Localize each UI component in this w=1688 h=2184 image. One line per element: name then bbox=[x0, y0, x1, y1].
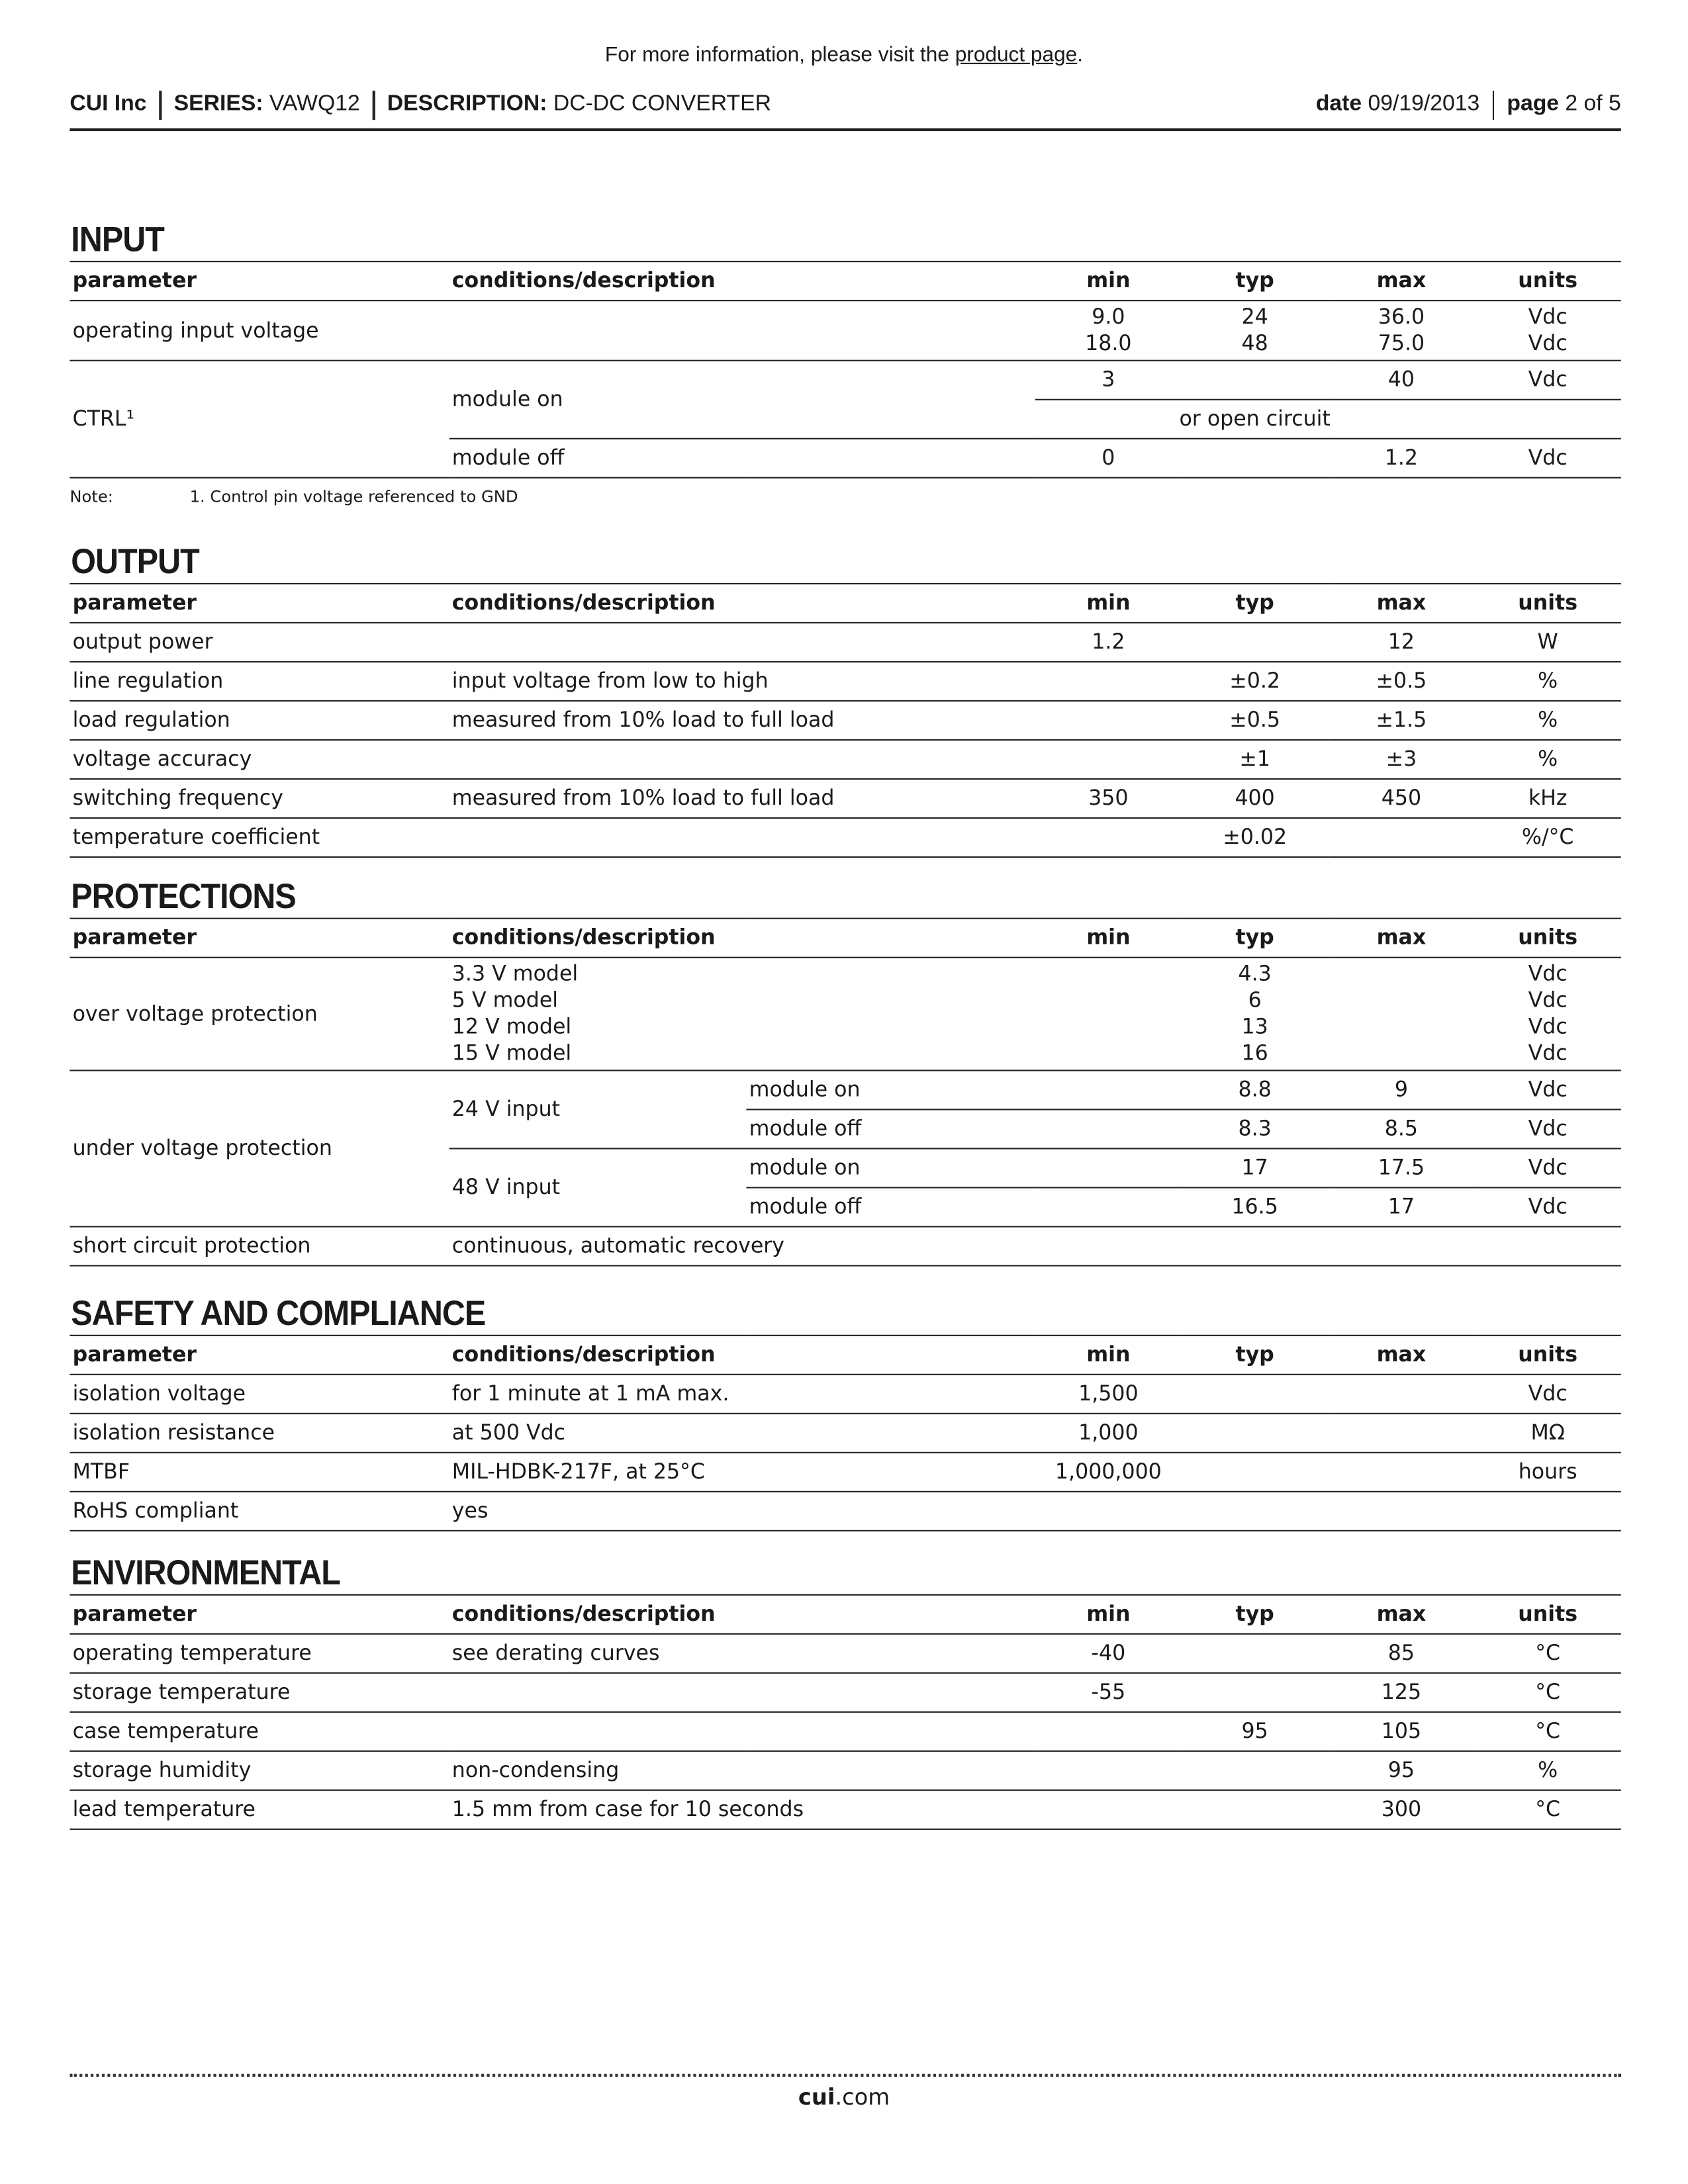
table-row bbox=[70, 818, 1620, 857]
table-cell bbox=[1182, 361, 1328, 400]
table-cell: °C bbox=[1475, 1712, 1621, 1751]
table-cell: for 1 minute at 1 mA max. bbox=[449, 1375, 1035, 1414]
table-cell: 3 bbox=[1035, 361, 1182, 400]
top-info-note bbox=[0, 43, 1688, 67]
info-text-end: . bbox=[1077, 43, 1084, 68]
table-cell: operating temperature bbox=[70, 1634, 449, 1673]
table-cell: continuous, automatic recovery bbox=[449, 1226, 1621, 1265]
table-cell: 8.3 bbox=[1182, 1109, 1328, 1148]
table-header-row bbox=[70, 584, 1620, 623]
table-cell bbox=[449, 623, 1035, 662]
footer bbox=[0, 2083, 1688, 2110]
table-cell bbox=[1035, 1148, 1182, 1187]
table-cell: at 500 Vdc bbox=[449, 1414, 1035, 1453]
description-label: DESCRIPTION: bbox=[387, 92, 547, 116]
table-cell: switching frequency bbox=[70, 779, 449, 818]
table-cell bbox=[449, 818, 1035, 857]
table-cell: ±0.5 bbox=[1328, 662, 1474, 701]
column-header-units: units bbox=[1475, 584, 1621, 623]
table-cell: Vdc bbox=[1475, 1070, 1621, 1109]
table-cell: 300 bbox=[1328, 1790, 1474, 1829]
table-row bbox=[70, 779, 1620, 818]
table-cell bbox=[449, 300, 1035, 361]
table-cell: Vdc bbox=[1475, 1109, 1621, 1148]
table-cell: 24 48 bbox=[1182, 300, 1328, 361]
table-cell: 1.5 mm from case for 10 seconds bbox=[449, 1790, 1035, 1829]
table-cell bbox=[1035, 701, 1182, 740]
divider bbox=[1492, 90, 1494, 119]
note-text: 1. Control pin voltage referenced to GND bbox=[189, 486, 518, 506]
table-cell: 3.3 V model 5 V model 12 V model 15 V model bbox=[449, 958, 1035, 1071]
table-cell: ±0.02 bbox=[1182, 818, 1328, 857]
column-header-min: min bbox=[1035, 584, 1182, 623]
page-number: 2 of 5 bbox=[1565, 92, 1621, 116]
table-cell: isolation voltage bbox=[70, 1375, 449, 1414]
table-row bbox=[70, 740, 1620, 779]
table-row bbox=[70, 1492, 1620, 1531]
table-cell bbox=[1035, 958, 1182, 1071]
table-row bbox=[70, 1712, 1620, 1751]
table-row bbox=[70, 958, 1620, 1071]
date-value: 09/19/2013 bbox=[1368, 92, 1480, 116]
series-label: SERIES: bbox=[173, 92, 263, 116]
column-header-min: min bbox=[1035, 261, 1182, 300]
table-cell: 9.0 18.0 bbox=[1035, 300, 1182, 361]
table-cell bbox=[1035, 818, 1182, 857]
table-row bbox=[70, 1453, 1620, 1492]
table-cell: MΩ bbox=[1475, 1414, 1621, 1453]
table-cell bbox=[1182, 1634, 1328, 1673]
table-cell bbox=[1328, 1414, 1474, 1453]
table-cell: short circuit protection bbox=[70, 1226, 449, 1265]
table-cell: 400 bbox=[1182, 779, 1328, 818]
table-cell: CTRL¹ bbox=[70, 361, 449, 478]
table-cell: module off bbox=[746, 1109, 1035, 1148]
table-cell: yes bbox=[449, 1492, 1621, 1531]
table-cell bbox=[1035, 1790, 1182, 1829]
table-cell: load regulation bbox=[70, 701, 449, 740]
column-header-conditions: conditions/description bbox=[449, 1336, 1035, 1375]
table-cell: case temperature bbox=[70, 1712, 449, 1751]
table-cell: input voltage from low to high bbox=[449, 662, 1035, 701]
table-cell: 1,000,000 bbox=[1035, 1453, 1182, 1492]
table-cell bbox=[449, 740, 1035, 779]
table-cell: 1,000 bbox=[1035, 1414, 1182, 1453]
table-cell: ±0.2 bbox=[1182, 662, 1328, 701]
table-cell: ±0.5 bbox=[1182, 701, 1328, 740]
section-title: INPUT bbox=[71, 220, 164, 259]
table-cell: Vdc bbox=[1475, 1148, 1621, 1187]
column-header-parameter: parameter bbox=[70, 1336, 449, 1375]
table-cell: measured from 10% load to full load bbox=[449, 779, 1035, 818]
table-cell: 8.5 bbox=[1328, 1109, 1474, 1148]
table-cell: 12 bbox=[1328, 623, 1474, 662]
table-cell bbox=[1035, 1109, 1182, 1148]
table-cell bbox=[1182, 1673, 1328, 1712]
table-cell: % bbox=[1475, 701, 1621, 740]
column-header-conditions: conditions/description bbox=[449, 261, 1035, 300]
table-cell bbox=[1182, 439, 1328, 478]
table-row bbox=[70, 1790, 1620, 1829]
page-label: page bbox=[1507, 92, 1560, 116]
table-cell bbox=[1182, 623, 1328, 662]
column-header-max: max bbox=[1328, 584, 1474, 623]
table-cell: line regulation bbox=[70, 662, 449, 701]
table-cell: 9 bbox=[1328, 1070, 1474, 1109]
column-header-units: units bbox=[1475, 261, 1621, 300]
table-cell: see derating curves bbox=[449, 1634, 1035, 1673]
table-cell: under voltage protection bbox=[70, 1070, 449, 1226]
table-cell: 95 bbox=[1182, 1712, 1328, 1751]
table-cell: module on bbox=[449, 361, 1035, 439]
column-header-min: min bbox=[1035, 1595, 1182, 1634]
note-label: Note: bbox=[70, 486, 113, 506]
table-cell: isolation resistance bbox=[70, 1414, 449, 1453]
table-cell: %/°C bbox=[1475, 818, 1621, 857]
table-cell bbox=[1328, 1453, 1474, 1492]
table-cell: MTBF bbox=[70, 1453, 449, 1492]
table-cell: °C bbox=[1475, 1673, 1621, 1712]
column-header-parameter: parameter bbox=[70, 1595, 449, 1634]
table-cell: module on bbox=[746, 1148, 1035, 1187]
table-cell: measured from 10% load to full load bbox=[449, 701, 1035, 740]
table-cell bbox=[1328, 818, 1474, 857]
table-cell: 40 bbox=[1328, 361, 1474, 400]
table-row bbox=[70, 623, 1620, 662]
section-title: SAFETY AND COMPLIANCE bbox=[71, 1294, 486, 1334]
section-title: ENVIRONMENTAL bbox=[71, 1553, 340, 1593]
table-cell: ±3 bbox=[1328, 740, 1474, 779]
column-header-typ: typ bbox=[1182, 1336, 1328, 1375]
date-label: date bbox=[1315, 92, 1362, 116]
table-cell bbox=[1475, 400, 1621, 439]
table-cell: % bbox=[1475, 740, 1621, 779]
table-cell bbox=[1035, 1751, 1182, 1790]
table-cell: kHz bbox=[1475, 779, 1621, 818]
table-cell: 350 bbox=[1035, 779, 1182, 818]
table-cell: lead temperature bbox=[70, 1790, 449, 1829]
footer-rule bbox=[70, 2074, 1620, 2077]
table-cell: 105 bbox=[1328, 1712, 1474, 1751]
section-input bbox=[70, 219, 1620, 506]
table-cell bbox=[1035, 1187, 1182, 1226]
table-cell: % bbox=[1475, 662, 1621, 701]
spec-table bbox=[70, 1335, 1620, 1531]
section-safety-and-compliance bbox=[70, 1293, 1620, 1531]
column-header-units: units bbox=[1475, 919, 1621, 958]
column-header-conditions: conditions/description bbox=[449, 584, 1035, 623]
table-cell: 1.2 bbox=[1035, 623, 1182, 662]
table-cell bbox=[1035, 662, 1182, 701]
column-header-min: min bbox=[1035, 1336, 1182, 1375]
table-cell: °C bbox=[1475, 1634, 1621, 1673]
column-header-parameter: parameter bbox=[70, 919, 449, 958]
table-cell: Vdc Vdc Vdc Vdc bbox=[1475, 958, 1621, 1071]
table-cell: over voltage protection bbox=[70, 958, 449, 1071]
table-cell: Vdc bbox=[1475, 1187, 1621, 1226]
table-row bbox=[70, 662, 1620, 701]
divider bbox=[373, 90, 375, 119]
info-text: For more information, please visit the bbox=[604, 43, 955, 68]
table-cell: 17.5 bbox=[1328, 1148, 1474, 1187]
table-cell: 8.8 bbox=[1182, 1070, 1328, 1109]
table-cell: °C bbox=[1475, 1790, 1621, 1829]
table-cell: Vdc bbox=[1475, 361, 1621, 400]
table-cell: voltage accuracy bbox=[70, 740, 449, 779]
table-cell: output power bbox=[70, 623, 449, 662]
table-cell: 95 bbox=[1328, 1751, 1474, 1790]
table-cell: 0 bbox=[1035, 439, 1182, 478]
table-cell: MIL-HDBK-217F, at 25°C bbox=[449, 1453, 1035, 1492]
table-cell: 1,500 bbox=[1035, 1375, 1182, 1414]
table-cell: storage humidity bbox=[70, 1751, 449, 1790]
divider bbox=[160, 90, 162, 119]
column-header-typ: typ bbox=[1182, 584, 1328, 623]
table-cell bbox=[1035, 740, 1182, 779]
table-cell: temperature coefficient bbox=[70, 818, 449, 857]
table-cell: 16.5 bbox=[1182, 1187, 1328, 1226]
table-header-row bbox=[70, 919, 1620, 958]
column-header-conditions: conditions/description bbox=[449, 919, 1035, 958]
table-row bbox=[70, 1414, 1620, 1453]
column-header-units: units bbox=[1475, 1595, 1621, 1634]
table-header-row bbox=[70, 1336, 1620, 1375]
spec-table bbox=[70, 918, 1620, 1267]
table-header-row bbox=[70, 261, 1620, 300]
table-header-row bbox=[70, 1595, 1620, 1634]
table-cell: 24 V input bbox=[449, 1070, 747, 1148]
table-row bbox=[70, 1226, 1620, 1265]
table-cell bbox=[1182, 1414, 1328, 1453]
table-cell: or open circuit bbox=[1035, 400, 1475, 439]
table-cell: 85 bbox=[1328, 1634, 1474, 1673]
section-output bbox=[70, 541, 1620, 858]
table-cell bbox=[1182, 1751, 1328, 1790]
table-cell: 36.0 75.0 bbox=[1328, 300, 1474, 361]
table-cell bbox=[1328, 1375, 1474, 1414]
header-rule bbox=[70, 128, 1620, 131]
column-header-parameter: parameter bbox=[70, 261, 449, 300]
table-row bbox=[70, 701, 1620, 740]
spec-table bbox=[70, 583, 1620, 858]
table-cell: non-condensing bbox=[449, 1751, 1035, 1790]
table-row bbox=[70, 1673, 1620, 1712]
table-cell: Vdc bbox=[1475, 439, 1621, 478]
table-cell: 4.3 6 13 16 bbox=[1182, 958, 1328, 1071]
column-header-typ: typ bbox=[1182, 1595, 1328, 1634]
table-cell: 17 bbox=[1182, 1148, 1328, 1187]
section-protections bbox=[70, 876, 1620, 1266]
footer-brand: cui bbox=[798, 2083, 835, 2111]
table-cell bbox=[1182, 1375, 1328, 1414]
column-header-typ: typ bbox=[1182, 919, 1328, 958]
table-cell: -55 bbox=[1035, 1673, 1182, 1712]
table-cell: Vdc Vdc bbox=[1475, 300, 1621, 361]
column-header-max: max bbox=[1328, 261, 1474, 300]
table-note bbox=[70, 486, 1620, 506]
table-cell: W bbox=[1475, 623, 1621, 662]
table-cell: storage temperature bbox=[70, 1673, 449, 1712]
column-header-max: max bbox=[1328, 1336, 1474, 1375]
column-header-typ: typ bbox=[1182, 261, 1328, 300]
product-page-link[interactable]: product page bbox=[955, 43, 1078, 68]
series-value: VAWQ12 bbox=[269, 92, 360, 116]
table-row bbox=[70, 300, 1620, 361]
table-row bbox=[70, 1375, 1620, 1414]
column-header-conditions: conditions/description bbox=[449, 1595, 1035, 1634]
company-name: CUI Inc bbox=[70, 92, 147, 116]
spec-table bbox=[70, 1594, 1620, 1830]
table-cell bbox=[1182, 1453, 1328, 1492]
table-cell bbox=[1328, 958, 1474, 1071]
table-row bbox=[70, 361, 1620, 400]
table-cell bbox=[1035, 1070, 1182, 1109]
table-cell: module off bbox=[746, 1187, 1035, 1226]
column-header-max: max bbox=[1328, 1595, 1474, 1634]
table-cell: -40 bbox=[1035, 1634, 1182, 1673]
table-cell: % bbox=[1475, 1751, 1621, 1790]
table-cell bbox=[449, 1712, 1035, 1751]
table-cell: operating input voltage bbox=[70, 300, 449, 361]
column-header-parameter: parameter bbox=[70, 584, 449, 623]
table-cell: 125 bbox=[1328, 1673, 1474, 1712]
footer-domain: .com bbox=[835, 2083, 890, 2111]
table-row bbox=[70, 1634, 1620, 1673]
description-value: DC-DC CONVERTER bbox=[553, 92, 771, 116]
table-cell: Vdc bbox=[1475, 1375, 1621, 1414]
table-cell: RoHS compliant bbox=[70, 1492, 449, 1531]
table-cell: 1.2 bbox=[1328, 439, 1474, 478]
table-cell: ±1 bbox=[1182, 740, 1328, 779]
section-title: OUTPUT bbox=[71, 542, 199, 582]
section-environmental bbox=[70, 1553, 1620, 1830]
table-cell: hours bbox=[1475, 1453, 1621, 1492]
spec-table bbox=[70, 261, 1620, 478]
table-cell bbox=[1182, 1790, 1328, 1829]
column-header-units: units bbox=[1475, 1336, 1621, 1375]
table-row bbox=[70, 1751, 1620, 1790]
table-cell: module off bbox=[449, 439, 1035, 478]
table-row bbox=[70, 1070, 1620, 1109]
column-header-min: min bbox=[1035, 919, 1182, 958]
table-cell bbox=[1035, 1712, 1182, 1751]
table-cell bbox=[449, 1673, 1035, 1712]
table-cell: 450 bbox=[1328, 779, 1474, 818]
table-cell: 17 bbox=[1328, 1187, 1474, 1226]
table-cell: 48 V input bbox=[449, 1148, 747, 1226]
column-header-max: max bbox=[1328, 919, 1474, 958]
document-header bbox=[70, 89, 1620, 120]
table-cell: ±1.5 bbox=[1328, 701, 1474, 740]
section-title: PROTECTIONS bbox=[71, 877, 296, 917]
table-cell: module on bbox=[746, 1070, 1035, 1109]
